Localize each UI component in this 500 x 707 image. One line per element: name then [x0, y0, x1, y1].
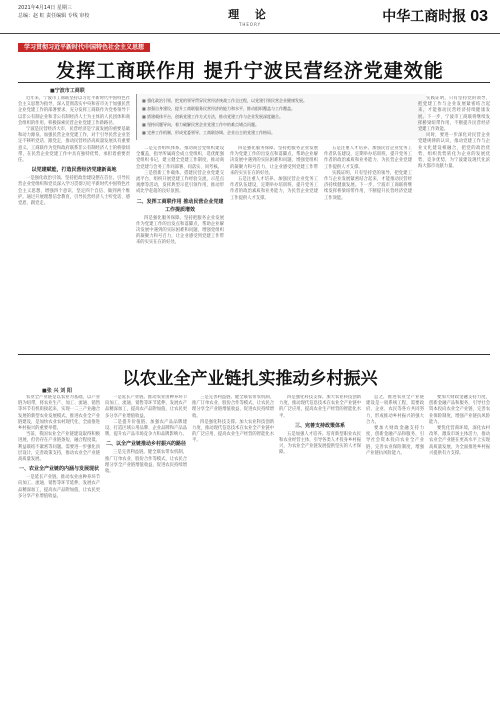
paragraph: 当前，我国农业全产业链建设取得积极进展，但仍存在产业链条短、融合程度低、利益联结不紧密等问题。需要进一步强化顶层设计，完善政策支持，推动农业全产业链高质量发展。 [18, 432, 100, 463]
article1-column-3 [230, 146, 318, 346]
article1-column-5 [418, 96, 490, 346]
subheading: 以党建赋能，打造民营经济党建新高地 [31, 167, 117, 174]
highlight-item: ■ 完善工作机制，形成党委领导、工商联协调、企业自主的党建工作格局。 [142, 129, 421, 137]
section-name-en: THEORY [238, 22, 262, 27]
article2-headline: 以农业全产业链扎实推动乡村振兴 [122, 369, 378, 389]
article2-column-3 [192, 395, 274, 695]
article2-column-1 [18, 395, 100, 695]
article1-highlights [136, 94, 426, 140]
article1-headline: 发挥工商联作用 提升宁波民营经济党建效能 [56, 60, 444, 82]
paragraph: 实践证明，只有坚持党的领导，把党建工作与企业发展紧密结合起来，才能推动民营经济持续健康发展。下一步，宁波市工商联将继续发挥桥梁纽带作用，不断提升民营经济党建工作效能。 [418, 96, 490, 133]
article2-byline: ■张 兴 刘 阳 [42, 388, 72, 394]
paragraph: 要加大财政金融支持力度，创新金融产品和服务，引导社会资本投向农业全产业链，完善农业保险制度，增强产业链抗风险能力。 [429, 395, 490, 425]
article1-byline: ■宁波市工商联 [50, 88, 85, 94]
paragraph: 一是延长产业链。推动农业由种养环节向加工、流通、销售等环节延伸，发展农产品精深加工，提高农产品附加值，让农民更多分享产业增值收益。 [18, 475, 100, 499]
article2-column-5 [366, 395, 424, 695]
paragraph: 三是完善利益链。健全联农带农机制，推广订单农业、股份合作等模式，让农民合理分享全产业链增值收益，促进农民持续增收。 [192, 395, 274, 419]
paragraph: 要加大财政金融支持力度，创新金融产品和服务，引导社会资本投向农业全产业链，完善农业保险制度，增强产业链抗风险能力。 [366, 426, 424, 456]
column-kicker: 学习贯彻习近平新时代中国特色社会主义思想 [18, 43, 150, 52]
paragraph: 同时，要进一步深化对民营企业党建规律的认识，推动党建工作与企业文化建设相融合，把党的政治优势、组织优势转化为企业的发展优势、竞争优势，为宁波建设现代化滨海大都市贡献力量。 [418, 133, 490, 170]
paragraph: 五是注重人才培养。加强民营企业党务工作者队伍建设，定期举办培训班，提升党务工作者的政治素质和业务能力，为民营企业党建工作提供人才支撑。 [230, 177, 318, 201]
page-number: 03 [470, 8, 488, 25]
divider [18, 354, 490, 355]
paper-title: 中华工商时报 [382, 9, 467, 25]
paragraph: 农业全产业链是以农业为基础，以产业链为纽带，将农业生产、加工、流通、销售等环节有机衔接起来，实现一二三产业融合发展的新型农业发展模式。推进农业全产业链建设，是加快农业农村现代化、全面推进乡村振兴的重要举措。 [18, 395, 100, 432]
paragraph: 四是强化科技支撑。加大农业科技创新力度，推动现代信息技术在农业全产业链中的广泛应用，提高农业生产经营的智能化水平。 [279, 395, 361, 419]
article1-column-1 [18, 96, 130, 346]
paragraph: 一是强化政治引领。坚持把政治建设摆在首位，引导民营企业党组织和党员深入学习贯彻习近平新时代中国特色社会主义思想，增强四个意识、坚定四个自信、做到两个维护。通过开展理想信念教育，引导民营经济人士听党话、感党恩、跟党走。 [18, 176, 130, 207]
paragraph: 宁波是民营经济大市，民营经济是宁波发展的重要基础和动力源泉。加强民营企业党建工作，对于引导民营企业坚定不移听党话、跟党走，推动民营经济高质量发展具有重要意义。工商联作为党和政府联系非公有制经济人士的桥梁纽带，在民营企业党建工作中具有独特优势，承担着重要责任。 [18, 127, 130, 164]
issue-info [18, 4, 178, 20]
issue-date: 2021年4月14日 星期三 [18, 5, 72, 11]
highlight-item: ■ 强化政治引领，把党的领导贯穿民营经济统战工作全过程，以党建引领民营企业健康发展。 [142, 97, 421, 105]
paper-name [382, 6, 488, 26]
article2-column-4 [279, 395, 361, 695]
section-name: 理 论 [228, 8, 272, 21]
paragraph: 一是延长产业链。推动农业由种养环节向加工、流通、销售等环节延伸，发展农产品精深加工，提高农产品附加值，让农民更多分享产业增值收益。 [105, 395, 187, 419]
masthead [0, 0, 500, 34]
paragraph: 三是创新工作载体。搭建民营企业党建交流平台，组织开展党建工作经验交流、示范点观摩等活动，发挥典型示范引领作用，推动形成比学赶超的良好氛围。 [136, 170, 224, 195]
highlight-item: ■ 搭建载体平台，创新党建工作方式方法，推动党建工作与企业发展深度融合。 [142, 113, 421, 121]
divider [18, 82, 490, 83]
paragraph: 五是加强人才培养。培育新型职业农民和农业经营主体，引导各类人才投身乡村振兴，为农业全产业链发展提供坚实的人才保障。 [279, 431, 361, 456]
paragraph: 四是强化服务保障。坚持把服务企业发展作为党建工作的出发点和落脚点，帮助企业解决发展中遇到的实际困难和问题，增强党组织的凝聚力和号召力，让企业感受到党建工作带来的实实在在的好处。 [136, 215, 224, 246]
paragraph: 四是强化服务保障。坚持把服务企业发展作为党建工作的出发点和落脚点，帮助企业解决发展中遇到的实际困难和问题，增强党组织的凝聚力和号召力，让企业感受到党建工作带来的实实在在的好处。 [230, 146, 318, 176]
paragraph: 五是注重人才培养。加强民营企业党务工作者队伍建设，定期举办培训班，提升党务工作者的政治素质和业务能力，为民营企业党建工作提供人才支撑。 [324, 146, 412, 170]
section-label [215, 6, 285, 27]
paragraph: 二是完善组织体系。推动商会党组织建设全覆盖，指导所属商会成立党组织，选优配强党组织书记，建立健全党建工作制度，推动商会党建与会务工作同部署、同落实、同考核。 [136, 146, 224, 170]
subheading: 二、以全产业链推动乡村振兴的路径 [105, 441, 186, 448]
paragraph: 总之，推进农业全产业链建设是一项系统工程，需要政府、企业、农民等各方共同努力，形成推动乡村振兴的强大合力。 [366, 395, 424, 425]
highlight-item: ■ 加强自身建设，提升工商联服务民营经济的能力和水平，推动组织覆盖与工作覆盖。 [142, 105, 421, 113]
editor-info: 总编：赵 虹 责任编辑 专线 审校 [18, 13, 90, 19]
highlight-item: ■ 坚持问题导向，着力破解民营企业党建工作中的难点堵点问题。 [142, 121, 421, 129]
paragraph: 要优化营商环境，深化农村改革，激发市场主体活力，推动农业全产业链在更高水平上实现高质量发展，为全面推进乡村振兴提供有力支撑。 [429, 426, 490, 456]
paragraph: 近年来，宁波市工商联坚持以习近平新时代中国特色社会主义思想为指导，深入贯彻落实中央和省市关于加强民营企业党建工作的部署要求，充分发挥工商联作为党委领导下以非公有制企业和非公有制经济人士为主体的人民团体和商会组织的作用，积极探索民营企业党建工作新路径。 [18, 96, 130, 126]
paragraph: 三是完善利益链。健全联农带农机制，推广订单农业、股份合作等模式，让农民合理分享全产业链增值收益，促进农民持续增收。 [105, 450, 187, 475]
article1-column-2 [136, 146, 224, 346]
paragraph: 四是强化科技支撑。加大农业科技创新力度，推动现代信息技术在农业全产业链中的广泛应用，提高农业生产经营的智能化水平。 [192, 419, 274, 444]
article2-column-2 [105, 395, 187, 695]
paragraph: 二是提升价值链。加强农产品品牌建设，打造区域公用品牌、企业品牌和产品品牌，提升农产品市场竞争力和品牌影响力。 [105, 419, 187, 438]
paragraph: 实践证明，只有坚持党的领导，把党建工作与企业发展紧密结合起来，才能推动民营经济持续健康发展。下一步，宁波市工商联将继续发挥桥梁纽带作用，不断提升民营经济党建工作效能。 [324, 170, 412, 201]
article1-column-4 [324, 146, 412, 346]
subheading: 三、完善支持政策体系 [294, 422, 345, 429]
article2-column-6 [429, 395, 490, 695]
subheading: 二、发挥工商联作用 推动民营企业党建工作提质增效 [136, 198, 224, 213]
subheading: 一、农业全产业链的内涵与发展现状 [18, 466, 99, 473]
